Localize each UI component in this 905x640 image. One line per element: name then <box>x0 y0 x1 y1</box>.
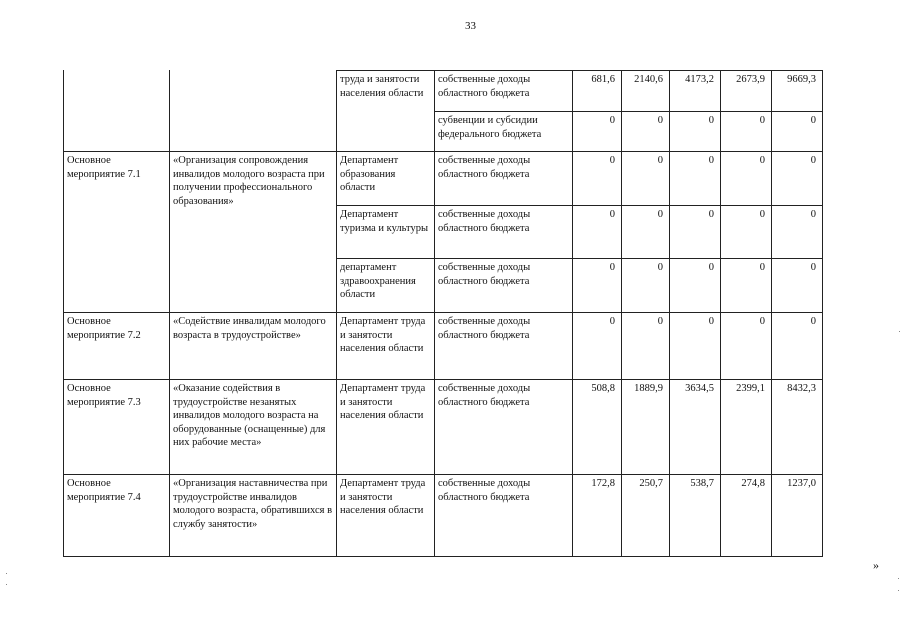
value-cell: 250,7 <box>622 475 670 557</box>
value-cell: 0 <box>622 259 670 313</box>
value-cell: 172,8 <box>573 475 622 557</box>
source-cell: собственные доходы областного бюджета <box>435 152 573 206</box>
value-cell: 9669,3 <box>772 71 823 112</box>
value-cell: 1889,9 <box>622 380 670 475</box>
value-cell: 2673,9 <box>721 71 772 112</box>
source-cell: собственные доходы областного бюджета <box>435 475 573 557</box>
budget-table <box>63 70 823 557</box>
value-cell: 0 <box>772 206 823 259</box>
value-cell: 0 <box>573 313 622 380</box>
event-cell: Основное мероприятие 7.3 <box>64 380 170 475</box>
event-cell <box>64 71 170 152</box>
value-cell: 681,6 <box>573 71 622 112</box>
value-cell: 0 <box>772 313 823 380</box>
value-cell: 0 <box>573 206 622 259</box>
source-cell: собственные доходы областного бюджета <box>435 313 573 380</box>
source-cell: субвенции и субсидии федерального бюджета <box>435 112 573 152</box>
table-row <box>64 475 823 557</box>
value-cell: 0 <box>772 112 823 152</box>
executor-cell: Департамент образования области <box>337 152 435 206</box>
closing-quote-mark: » <box>873 558 879 572</box>
event-cell: Основное мероприятие 7.2 <box>64 313 170 380</box>
scan-dot <box>898 590 899 591</box>
source-cell: собственные доходы областного бюджета <box>435 259 573 313</box>
scan-dot <box>899 331 900 332</box>
executor-cell: Департамент труда и занятости населения области <box>337 313 435 380</box>
executor-cell: Департамент туризма и культуры <box>337 206 435 259</box>
value-cell: 0 <box>573 259 622 313</box>
source-cell: собственные доходы областного бюджета <box>435 206 573 259</box>
value-cell: 538,7 <box>670 475 721 557</box>
executor-cell: Департамент труда и занятости населения области <box>337 380 435 475</box>
value-cell: 3634,5 <box>670 380 721 475</box>
value-cell: 0 <box>670 259 721 313</box>
scan-dot <box>6 573 7 574</box>
event-name-cell: «Организация сопровождения инвалидов молодого возраста при получении профессионального образования» <box>170 152 337 313</box>
value-cell: 0 <box>670 112 721 152</box>
scan-dot <box>898 578 899 579</box>
event-name-cell <box>170 71 337 152</box>
value-cell: 0 <box>670 206 721 259</box>
value-cell: 0 <box>622 206 670 259</box>
executor-cell: департамент здравоохранения области <box>337 259 435 313</box>
value-cell: 0 <box>721 206 772 259</box>
value-cell: 0 <box>772 152 823 206</box>
value-cell: 2140,6 <box>622 71 670 112</box>
event-name-cell: «Организация наставничества при трудоустройстве инвалидов молодого возраста, обратившихся в службу занятости» <box>170 475 337 557</box>
value-cell: 0 <box>721 152 772 206</box>
page-number: 33 <box>465 20 476 32</box>
value-cell: 8432,3 <box>772 380 823 475</box>
value-cell: 0 <box>622 313 670 380</box>
value-cell: 0 <box>622 112 670 152</box>
value-cell: 0 <box>670 313 721 380</box>
value-cell: 508,8 <box>573 380 622 475</box>
value-cell: 0 <box>772 259 823 313</box>
value-cell: 0 <box>670 152 721 206</box>
value-cell: 2399,1 <box>721 380 772 475</box>
value-cell: 4173,2 <box>670 71 721 112</box>
event-name-cell: «Оказание содействия в трудоустройстве незанятых инвалидов молодого возраста на оборудованные (оснащенные) для них рабочие места» <box>170 380 337 475</box>
event-cell: Основное мероприятие 7.4 <box>64 475 170 557</box>
event-name-cell: «Содействие инвалидам молодого возраста в трудоустройстве» <box>170 313 337 380</box>
table-row <box>64 71 823 112</box>
value-cell: 0 <box>573 112 622 152</box>
table-row <box>64 313 823 380</box>
event-cell: Основное мероприятие 7.1 <box>64 152 170 313</box>
executor-cell: труда и занятости населения области <box>337 71 435 152</box>
value-cell: 274,8 <box>721 475 772 557</box>
source-cell: собственные доходы областного бюджета <box>435 380 573 475</box>
source-cell: собственные доходы областного бюджета <box>435 71 573 112</box>
value-cell: 0 <box>622 152 670 206</box>
table-row <box>64 380 823 475</box>
value-cell: 0 <box>721 259 772 313</box>
value-cell: 1237,0 <box>772 475 823 557</box>
value-cell: 0 <box>721 112 772 152</box>
executor-cell: Департамент труда и занятости населения области <box>337 475 435 557</box>
value-cell: 0 <box>721 313 772 380</box>
scan-dot <box>6 584 7 585</box>
value-cell: 0 <box>573 152 622 206</box>
table-row <box>64 152 823 206</box>
